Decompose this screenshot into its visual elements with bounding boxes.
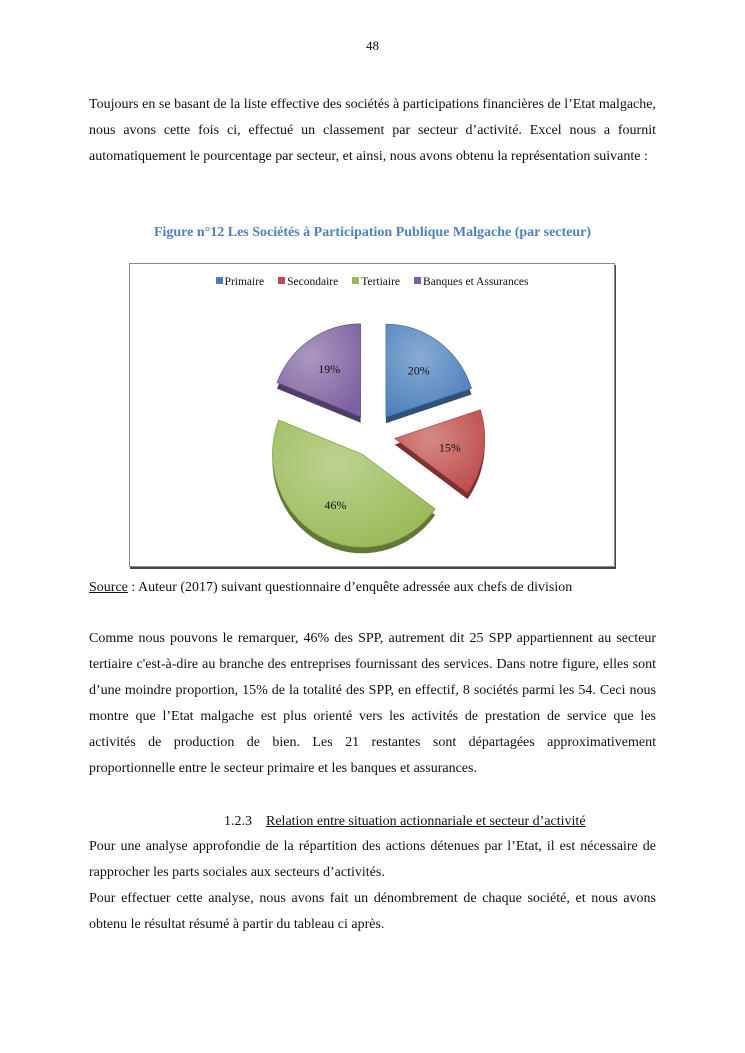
source-text: : Auteur (2017) suivant questionnaire d’enquête adressée aux chefs de division — [127, 580, 573, 595]
data-label: 20% — [407, 363, 430, 378]
figure-title: Figure n°12 Les Sociétés à Participation Publique Malgache (par secteur) — [153, 225, 592, 240]
data-label: 19% — [318, 362, 341, 377]
page-number: 48 — [366, 38, 379, 53]
legend-label: Banques et Assurances — [423, 276, 529, 288]
paragraph-3: Pour une analyse approfondie de la répartition des actions détenues par l’Etat, il est nécessaire de rapprocher les parts sociales aux secteurs d’activités. — [89, 839, 656, 880]
pie-chart-canvas — [130, 264, 614, 566]
section-title: Relation entre situation actionnariale et secteur d’activité — [266, 814, 586, 829]
intro-paragraph: Toujours en se basant de la liste effective des sociétés à participations financières de l’Etat malgache, nous avons cette fois ci, effectué un classement par secteur d’activité. Excel nous a fournit automatiquement le pourcentage par secteur, et ainsi, nous avons obtenu la représentation suivante : — [89, 97, 656, 164]
legend-label: Secondaire — [287, 276, 339, 288]
analysis-paragraph: Comme nous pouvons le remarquer, 46% des SPP, autrement dit 25 SPP appartiennent au secteur tertiaire c'est-à-dire au branche des entreprises fournissant des services. Dans notre figure, elles sont d’une moindre proportion, 15% de la totalité des SPP, en effectif, 8 sociétés parmi les 54. Ceci nous montre que l’Etat malgache est plus orienté vers les activités de prestation de service que les activités de production de bien. Les 21 restantes sont départagées approximativement proportionnelle entre le secteur primaire et les banques et assurances. — [89, 631, 656, 776]
data-label: 46% — [324, 497, 347, 512]
section-heading — [224, 812, 586, 832]
section-number: 1.2.3 — [224, 814, 252, 829]
paragraph-4: Pour effectuer cette analyse, nous avons fait un dénombrement de chaque société, et nous avons obtenu le résultat résumé à partir du tableau ci après. — [89, 891, 656, 932]
source-note — [89, 578, 689, 598]
legend-label: Primaire — [224, 276, 265, 288]
pie-chart — [129, 263, 615, 567]
data-label: 15% — [438, 440, 461, 455]
legend-label: Tertiaire — [361, 276, 401, 288]
source-label: Source — [89, 580, 128, 595]
